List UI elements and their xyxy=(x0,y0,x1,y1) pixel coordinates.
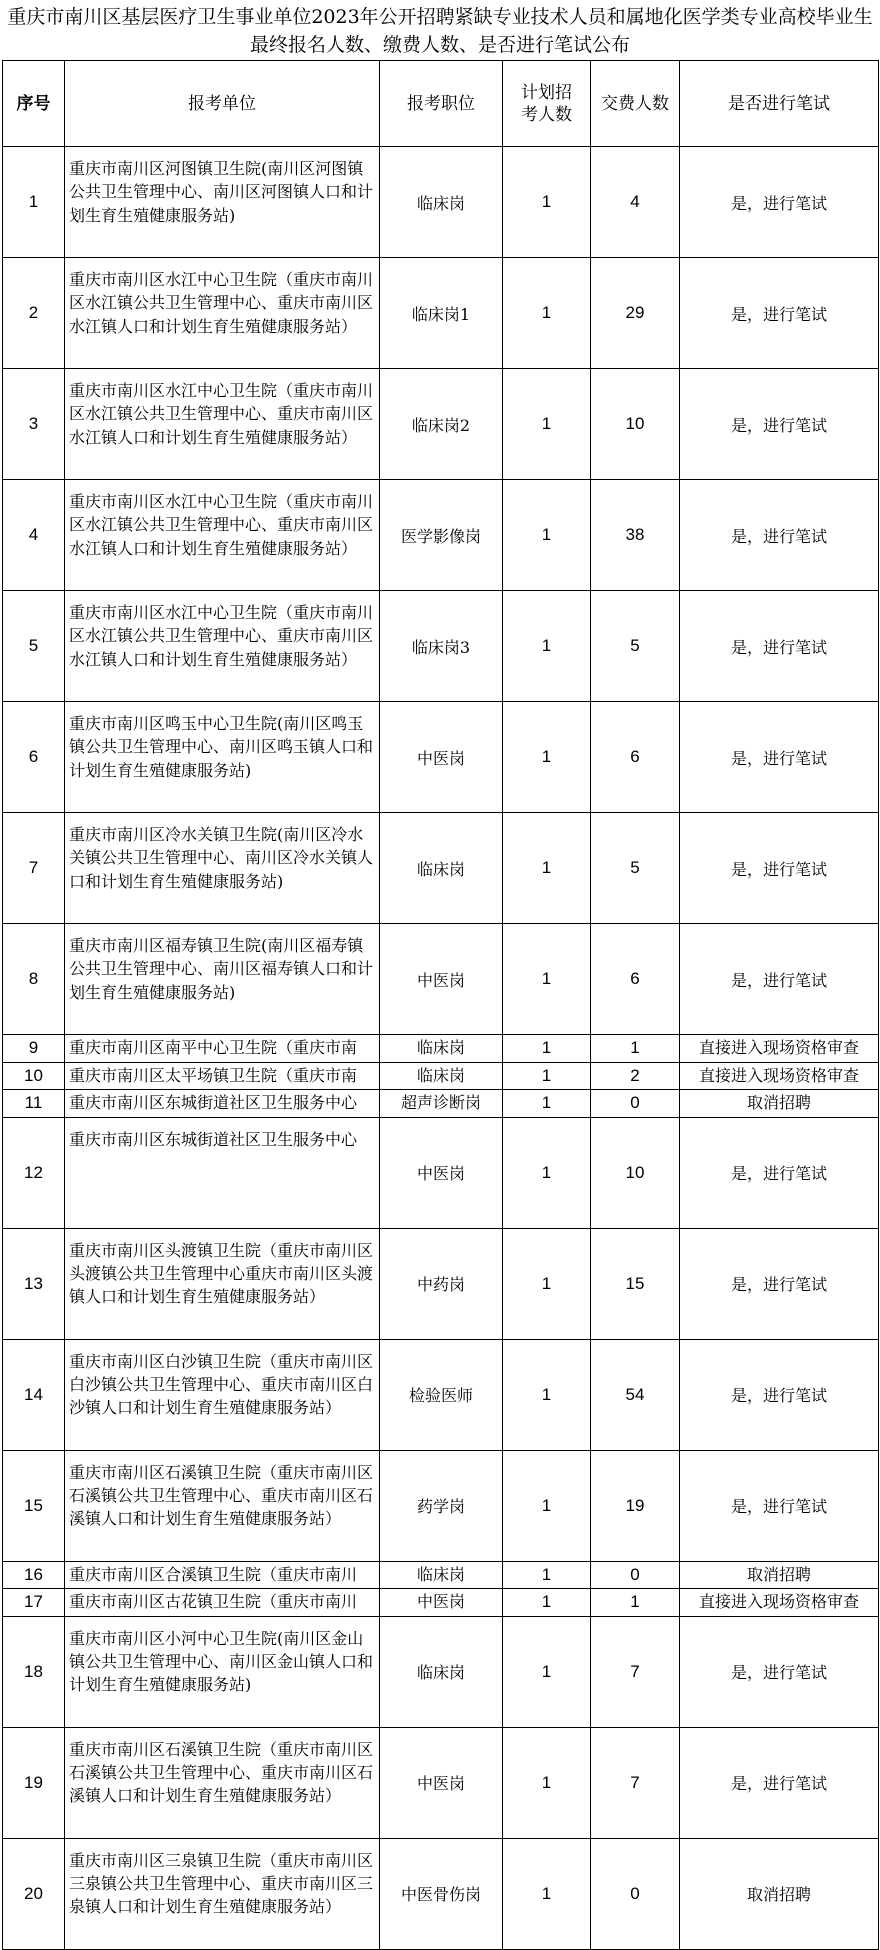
table-row xyxy=(3,702,879,813)
row-position: 临床岗 xyxy=(380,1035,503,1063)
row-planned: 1 xyxy=(503,1450,591,1561)
row-position: 医学影像岗 xyxy=(380,480,503,591)
row-planned: 1 xyxy=(503,147,591,258)
row-planned: 1 xyxy=(503,702,591,813)
row-written-test: 取消招聘 xyxy=(680,1561,879,1589)
row-paid: 5 xyxy=(591,591,680,702)
row-written-test: 是，进行笔试 xyxy=(680,369,879,480)
row-planned: 1 xyxy=(503,1035,591,1063)
table-row xyxy=(3,1561,879,1589)
row-position: 中药岗 xyxy=(380,1228,503,1339)
row-unit: 重庆市南川区冷水关镇卫生院(南川区冷水关镇公共卫生管理中心、南川区冷水关镇人口和计划生育生殖健康服务站) xyxy=(65,813,380,924)
row-seq: 19 xyxy=(3,1727,65,1838)
row-planned: 1 xyxy=(503,258,591,369)
row-written-test: 是，进行笔试 xyxy=(680,480,879,591)
row-written-test: 是，进行笔试 xyxy=(680,1117,879,1228)
row-planned: 1 xyxy=(503,1062,591,1090)
row-seq: 8 xyxy=(3,924,65,1035)
row-position: 临床岗 xyxy=(380,1616,503,1727)
table-row xyxy=(3,1838,879,1949)
row-written-test: 取消招聘 xyxy=(680,1838,879,1949)
row-paid: 10 xyxy=(591,1117,680,1228)
row-paid: 0 xyxy=(591,1561,680,1589)
row-planned: 1 xyxy=(503,924,591,1035)
row-planned: 1 xyxy=(503,591,591,702)
table-header-row xyxy=(3,61,879,147)
row-planned: 1 xyxy=(503,1727,591,1838)
row-seq: 15 xyxy=(3,1450,65,1561)
row-paid: 7 xyxy=(591,1727,680,1838)
row-seq: 3 xyxy=(3,369,65,480)
row-paid: 38 xyxy=(591,480,680,591)
row-position: 药学岗 xyxy=(380,1450,503,1561)
row-paid: 54 xyxy=(591,1339,680,1450)
row-planned: 1 xyxy=(503,1339,591,1450)
table-row xyxy=(3,1727,879,1838)
header-paid: 交费人数 xyxy=(591,61,680,147)
row-paid: 2 xyxy=(591,1062,680,1090)
row-seq: 4 xyxy=(3,480,65,591)
row-paid: 5 xyxy=(591,813,680,924)
page-title: 重庆市南川区基层医疗卫生事业单位2023年公开招聘紧缺专业技术人员和属地化医学类专业高校毕业生最终报名人数、缴费人数、是否进行笔试公布 xyxy=(7,6,873,56)
row-paid: 1 xyxy=(591,1589,680,1617)
row-seq: 1 xyxy=(3,147,65,258)
row-written-test: 是，进行笔试 xyxy=(680,1616,879,1727)
row-position: 中医岗 xyxy=(380,1589,503,1617)
row-written-test: 是，进行笔试 xyxy=(680,924,879,1035)
row-unit: 重庆市南川区南平中心卫生院（重庆市南 xyxy=(65,1035,380,1063)
table-row xyxy=(3,1090,879,1118)
table-row xyxy=(3,1589,879,1617)
row-written-test: 是，进行笔试 xyxy=(680,813,879,924)
row-paid: 0 xyxy=(591,1838,680,1949)
table-row xyxy=(3,1035,879,1063)
row-seq: 16 xyxy=(3,1561,65,1589)
row-unit: 重庆市南川区小河中心卫生院(南川区金山镇公共卫生管理中心、南川区金山镇人口和计划生育生殖健康服务站) xyxy=(65,1616,380,1727)
row-seq: 14 xyxy=(3,1339,65,1450)
row-paid: 6 xyxy=(591,924,680,1035)
row-planned: 1 xyxy=(503,480,591,591)
row-seq: 2 xyxy=(3,258,65,369)
row-planned: 1 xyxy=(503,813,591,924)
row-paid: 29 xyxy=(591,258,680,369)
row-seq: 17 xyxy=(3,1589,65,1617)
header-unit: 报考单位 xyxy=(65,61,380,147)
row-unit: 重庆市南川区水江中心卫生院（重庆市南川区水江镇公共卫生管理中心、重庆市南川区水江镇人口和计划生育生殖健康服务站） xyxy=(65,258,380,369)
row-planned: 1 xyxy=(503,369,591,480)
row-unit: 重庆市南川区鸣玉中心卫生院(南川区鸣玉镇公共卫生管理中心、南川区鸣玉镇人口和计划生育生殖健康服务站) xyxy=(65,702,380,813)
row-position: 临床岗 xyxy=(380,813,503,924)
row-position: 临床岗3 xyxy=(380,591,503,702)
row-seq: 6 xyxy=(3,702,65,813)
table-row xyxy=(3,1450,879,1561)
table-row xyxy=(3,924,879,1035)
row-seq: 9 xyxy=(3,1035,65,1063)
row-written-test: 直接进入现场资格审查 xyxy=(680,1589,879,1617)
header-position: 报考职位 xyxy=(380,61,503,147)
row-position: 超声诊断岗 xyxy=(380,1090,503,1118)
row-position: 临床岗 xyxy=(380,1062,503,1090)
row-position: 中医骨伤岗 xyxy=(380,1838,503,1949)
row-position: 临床岗2 xyxy=(380,369,503,480)
table-row xyxy=(3,258,879,369)
row-written-test: 直接进入现场资格审查 xyxy=(680,1062,879,1090)
row-written-test: 是，进行笔试 xyxy=(680,258,879,369)
row-paid: 10 xyxy=(591,369,680,480)
row-position: 临床岗 xyxy=(380,1561,503,1589)
row-position: 中医岗 xyxy=(380,924,503,1035)
table-row xyxy=(3,1339,879,1450)
table-row xyxy=(3,1117,879,1228)
table-row xyxy=(3,813,879,924)
header-seq: 序号 xyxy=(3,61,65,147)
row-unit: 重庆市南川区白沙镇卫生院（重庆市南川区白沙镇公共卫生管理中心、重庆市南川区白沙镇人口和计划生育生殖健康服务站） xyxy=(65,1339,380,1450)
row-seq: 18 xyxy=(3,1616,65,1727)
row-seq: 12 xyxy=(3,1117,65,1228)
row-written-test: 是，进行笔试 xyxy=(680,1339,879,1450)
table-row xyxy=(3,591,879,702)
row-position: 临床岗1 xyxy=(380,258,503,369)
row-planned: 1 xyxy=(503,1561,591,1589)
row-seq: 10 xyxy=(3,1062,65,1090)
row-planned: 1 xyxy=(503,1228,591,1339)
table-row xyxy=(3,369,879,480)
row-paid: 1 xyxy=(591,1035,680,1063)
row-paid: 15 xyxy=(591,1228,680,1339)
row-paid: 7 xyxy=(591,1616,680,1727)
row-position: 中医岗 xyxy=(380,1117,503,1228)
table-row xyxy=(3,1062,879,1090)
header-written-test: 是否进行笔试 xyxy=(680,61,879,147)
row-planned: 1 xyxy=(503,1090,591,1118)
row-unit: 重庆市南川区石溪镇卫生院（重庆市南川区石溪镇公共卫生管理中心、重庆市南川区石溪镇人口和计划生育生殖健康服务站） xyxy=(65,1450,380,1561)
row-unit: 重庆市南川区头渡镇卫生院（重庆市南川区头渡镇公共卫生管理中心重庆市南川区头渡镇人口和计划生育生殖健康服务站） xyxy=(65,1228,380,1339)
row-written-test: 是，进行笔试 xyxy=(680,702,879,813)
row-planned: 1 xyxy=(503,1589,591,1617)
row-position: 临床岗 xyxy=(380,147,503,258)
row-planned: 1 xyxy=(503,1117,591,1228)
row-seq: 7 xyxy=(3,813,65,924)
table-row xyxy=(3,1616,879,1727)
row-unit: 重庆市南川区水江中心卫生院（重庆市南川区水江镇公共卫生管理中心、重庆市南川区水江镇人口和计划生育生殖健康服务站） xyxy=(65,480,380,591)
row-unit: 重庆市南川区三泉镇卫生院（重庆市南川区三泉镇公共卫生管理中心、重庆市南川区三泉镇人口和计划生育生殖健康服务站） xyxy=(65,1838,380,1949)
row-seq: 5 xyxy=(3,591,65,702)
row-seq: 11 xyxy=(3,1090,65,1118)
table-row xyxy=(3,147,879,258)
row-unit: 重庆市南川区水江中心卫生院（重庆市南川区水江镇公共卫生管理中心、重庆市南川区水江镇人口和计划生育生殖健康服务站） xyxy=(65,369,380,480)
row-unit: 重庆市南川区福寿镇卫生院(南川区福寿镇公共卫生管理中心、南川区福寿镇人口和计划生育生殖健康服务站) xyxy=(65,924,380,1035)
row-position: 中医岗 xyxy=(380,1727,503,1838)
row-unit: 重庆市南川区古花镇卫生院（重庆市南川 xyxy=(65,1589,380,1617)
row-written-test: 是，进行笔试 xyxy=(680,1450,879,1561)
row-written-test: 直接进入现场资格审查 xyxy=(680,1035,879,1063)
row-unit: 重庆市南川区太平场镇卫生院（重庆市南 xyxy=(65,1062,380,1090)
row-paid: 4 xyxy=(591,147,680,258)
table-row xyxy=(3,480,879,591)
row-unit: 重庆市南川区河图镇卫生院(南川区河图镇公共卫生管理中心、南川区河图镇人口和计划生育生殖健康服务站) xyxy=(65,147,380,258)
row-unit: 重庆市南川区合溪镇卫生院（重庆市南川 xyxy=(65,1561,380,1589)
row-written-test: 取消招聘 xyxy=(680,1090,879,1118)
row-paid: 6 xyxy=(591,702,680,813)
results-table xyxy=(2,60,879,1950)
row-unit: 重庆市南川区水江中心卫生院（重庆市南川区水江镇公共卫生管理中心、重庆市南川区水江镇人口和计划生育生殖健康服务站） xyxy=(65,591,380,702)
row-unit: 重庆市南川区东城街道社区卫生服务中心 xyxy=(65,1090,380,1118)
header-planned: 计划招考人数 xyxy=(503,61,591,147)
row-seq: 20 xyxy=(3,1838,65,1949)
row-planned: 1 xyxy=(503,1838,591,1949)
row-written-test: 是，进行笔试 xyxy=(680,1228,879,1339)
row-unit: 重庆市南川区石溪镇卫生院（重庆市南川区石溪镇公共卫生管理中心、重庆市南川区石溪镇人口和计划生育生殖健康服务站） xyxy=(65,1727,380,1838)
row-unit: 重庆市南川区东城街道社区卫生服务中心 xyxy=(65,1117,380,1228)
row-paid: 19 xyxy=(591,1450,680,1561)
row-written-test: 是，进行笔试 xyxy=(680,1727,879,1838)
row-seq: 13 xyxy=(3,1228,65,1339)
row-paid: 0 xyxy=(591,1090,680,1118)
row-position: 检验医师 xyxy=(380,1339,503,1450)
row-written-test: 是，进行笔试 xyxy=(680,591,879,702)
table-row xyxy=(3,1228,879,1339)
row-position: 中医岗 xyxy=(380,702,503,813)
row-planned: 1 xyxy=(503,1616,591,1727)
row-written-test: 是，进行笔试 xyxy=(680,147,879,258)
